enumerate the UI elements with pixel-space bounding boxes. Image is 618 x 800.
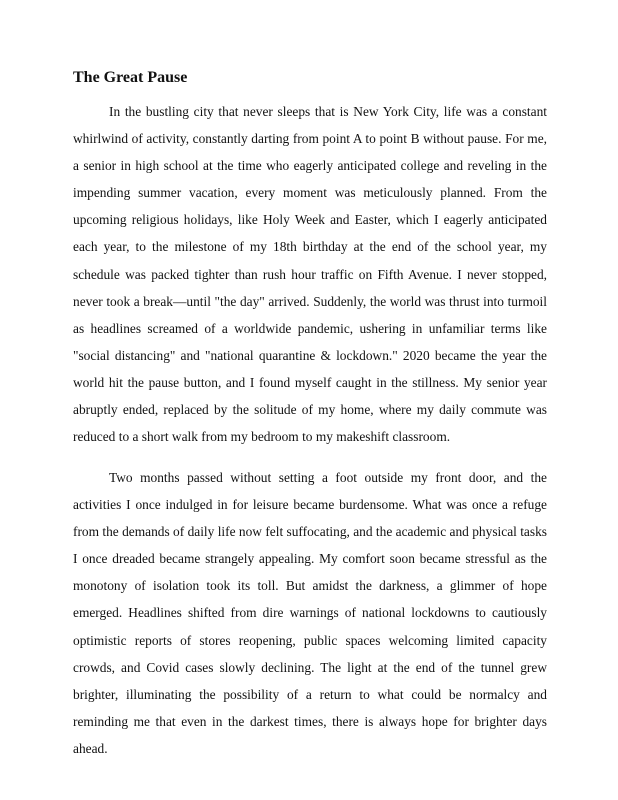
paragraph-1: In the bustling city that never sleeps that is New York City, life was a constant whirlwind of activity, constantly darting from point A to point B without pause. For me, a senior in high school at the time who eagerly anticipated college and reveling in the impending summer vacation, every moment was meticulously planned. From the upcoming religious holidays, like Holy Week and Easter, which I eagerly anticipated each year, to the milestone of my 18th birthday at the end of the school year, my schedule was packed tighter than rush hour traffic on Fifth Avenue. I never stopped, never took a break—until "the day" arrived. Suddenly, the world was thrust into turmoil as headlines screamed of a worldwide pandemic, ushering in unfamiliar terms like "social distancing" and "national quarantine & lockdown." 2020 became the year the world hit the pause button, and I found myself caught in the stillness. My senior year abruptly ended, replaced by the solitude of my home, where my daily commute was reduced to a short walk from my bedroom to my makeshift classroom.	[73, 104, 547, 445]
paragraph-2: Two months passed without setting a foot outside my front door, and the activities I once indulged in for leisure became burdensome. What was once a refuge from the demands of daily life now felt suffocating, and the academic and physical tasks I once dreaded became strangely appealing. My comfort soon became stressful as the monotony of isolation took its toll. But amidst the darkness, a glimmer of hope emerged. Headlines shifted from dire warnings of national lockdowns to cautiously optimistic reports of stores reopening, public spaces welcoming limited capacity crowds, and Covid cases slowly declining. The light at the end of the tunnel grew brighter, illuminating the possibility of a return to what could be normalcy and reminding me that even in the darkest times, there is always hope for brighter days ahead.	[73, 470, 547, 756]
document-title: The Great Pause	[73, 69, 188, 86]
